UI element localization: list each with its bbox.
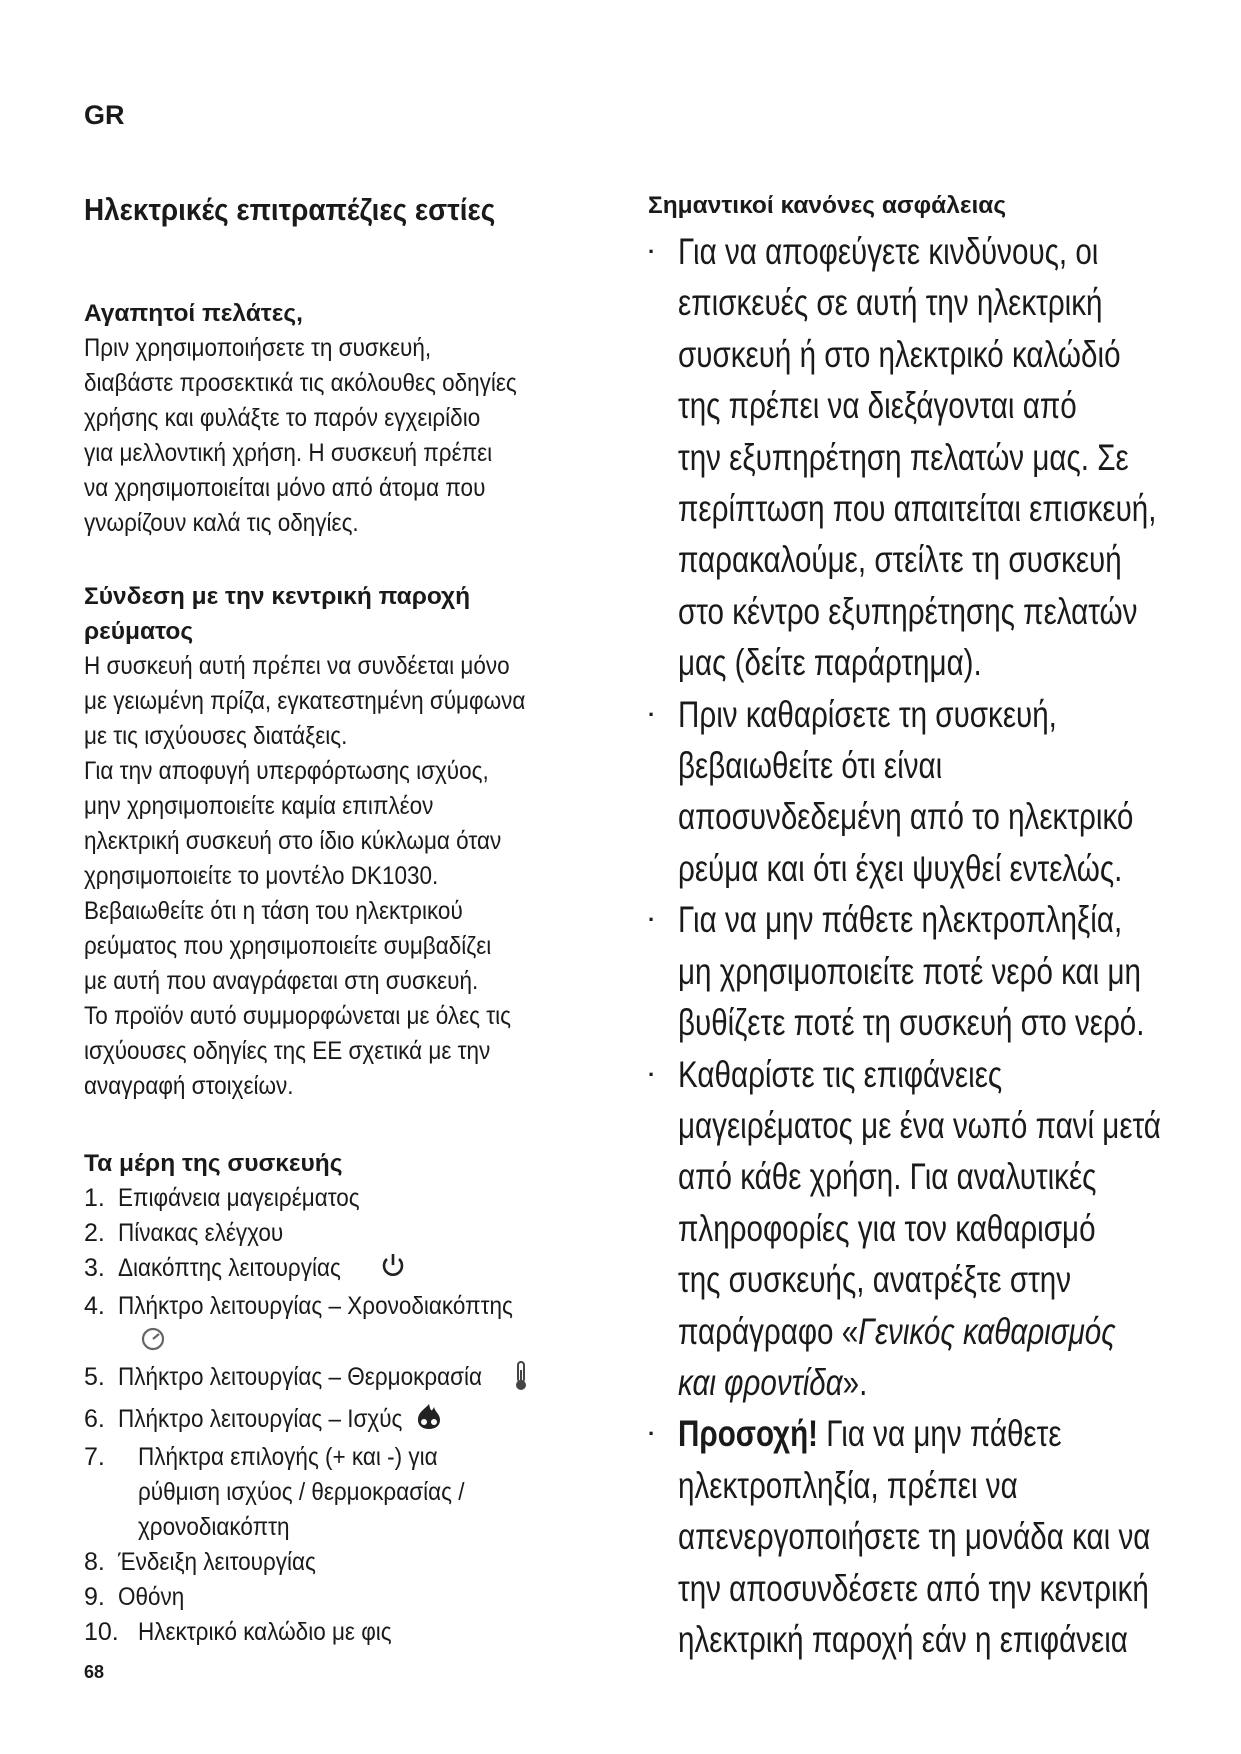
item-text: ρύθμιση ισχύος / θερμοκρασίας / <box>138 1478 465 1506</box>
safety-item <box>648 1049 1188 1409</box>
text-line: της συσκευής, ανατρέξτε στην <box>678 1259 1072 1301</box>
list-item <box>84 1402 624 1440</box>
right-column <box>648 226 1188 1665</box>
text-line: Βεβαιωθείτε ότι η τάση του ηλεκτρικού <box>84 897 463 925</box>
power-icon <box>380 1251 406 1289</box>
text-line: Καθαρίστε τις επιφάνειες <box>678 1053 1003 1095</box>
text-line: με αυτή που αναγράφεται στη συσκευή. <box>84 967 479 995</box>
item-text: χρονοδιακόπτη <box>138 1513 290 1541</box>
list-item <box>84 1615 624 1650</box>
text-line: ηλεκτρική συσκευή στο ίδιο κύκλωμα όταν <box>84 827 502 855</box>
text-line: παρακαλούμε, στείλτε τη συσκευή <box>678 539 1122 581</box>
text-line: Το προϊόν αυτό συμμορφώνεται με όλες τις <box>84 1002 511 1030</box>
item-number: 4. <box>84 1292 105 1320</box>
list-item <box>84 1545 624 1580</box>
safety-heading: Σημαντικοί κανόνες ασφάλειας <box>648 192 1007 219</box>
text-line: Για να αποφεύγετε κινδύνους, οι <box>678 231 1099 272</box>
text-line: διαβάστε προσεκτικά τις ακόλουθες οδηγίες <box>84 369 517 397</box>
text-line: Για την αποφυγή υπερφόρτωσης ισχύος, <box>84 757 489 785</box>
list-item <box>84 1440 624 1475</box>
item-number: 6. <box>84 1405 105 1433</box>
text-line: επισκευές σε αυτή την ηλεκτρική <box>678 282 1103 324</box>
parts-heading: Τα μέρη της συσκευής <box>84 1150 343 1177</box>
list-item <box>84 1181 624 1216</box>
text-line: απενεργοποιήσετε τη μονάδα και να <box>678 1516 1151 1558</box>
list-item <box>84 1360 624 1402</box>
text-line <box>678 1357 1086 1408</box>
power-level-icon <box>414 1402 444 1440</box>
item-number: 5. <box>84 1363 105 1391</box>
section-reference: και φροντίδα <box>678 1361 843 1403</box>
page-number: 68 <box>84 1662 105 1682</box>
list-item-cont <box>84 1510 624 1545</box>
item-text: Πίνακας ελέγχου <box>118 1219 284 1247</box>
text-line: συσκευή ή στο ηλεκτρικό καλώδιό <box>678 333 1121 375</box>
text-line: μην χρησιμοποιείτε καμία επιπλέον <box>84 792 434 820</box>
connection-text <box>84 649 570 1104</box>
text-line: βυθίζετε ποτέ τη συσκευή στο νερό. <box>678 1002 1145 1044</box>
list-item <box>84 1289 624 1324</box>
connection-heading: Σύνδεση με την κεντρική παροχή <box>84 583 471 610</box>
text-line: στο κέντρο εξυπηρέτησης πελατών <box>678 590 1138 632</box>
text-fragment: ». <box>842 1361 868 1403</box>
item-text: Οθόνη <box>118 1583 185 1611</box>
text-line: ρεύματος που χρησιμοποιείτε συμβαδίζει <box>84 932 492 960</box>
text-line: ισχύουσες οδηγίες της ΕΕ σχετικά με την <box>84 1037 491 1065</box>
left-column <box>84 296 624 1650</box>
item-number: 10. <box>84 1618 119 1646</box>
text-line: χρησιμοποιείτε το μοντέλο DK1030. <box>84 862 439 890</box>
text-line: για μελλοντική χρήση. Η συσκευή πρέπει <box>84 439 493 467</box>
text-line: ρεύμα και ότι έχει ψυχθεί εντελώς. <box>678 847 1123 889</box>
text-fragment: παράγραφο « <box>678 1310 859 1352</box>
connection-heading-cont: ρεύματος <box>84 618 194 645</box>
text-line: χρήσης και φυλάξτε το παρόν εγχειρίδιο <box>84 404 481 432</box>
text-line: την εξυπηρέτηση πελατών μας. Σε <box>678 436 1129 478</box>
bullet: · <box>648 701 656 727</box>
dear-customers-text <box>84 331 570 541</box>
item-text: Ένδειξη λειτουργίας <box>118 1548 316 1576</box>
text-line <box>678 1306 1116 1357</box>
safety-list <box>648 226 1188 1665</box>
text-line: να χρησιμοποιείται μόνο από άτομα που <box>84 474 486 502</box>
parts-list <box>84 1181 624 1650</box>
item-text: Επιφάνεια μαγειρέματος <box>118 1184 360 1212</box>
bullet: · <box>648 907 656 933</box>
list-item <box>84 1251 624 1289</box>
text-line: ηλεκτροπληξία, πρέπει να <box>678 1464 1018 1506</box>
safety-item <box>648 226 1188 689</box>
text-line: αναγραφή στοιχείων. <box>84 1072 294 1100</box>
text-line: Για να μην πάθετε ηλεκτροπληξία, <box>678 899 1123 941</box>
page-title: Ηλεκτρικές επιτραπέζιες εστίες <box>84 192 496 227</box>
text-line: πληροφορίες για τον καθαρισμό <box>678 1207 1096 1249</box>
section-reference: Γενικός καθαρισμός <box>858 1310 1116 1352</box>
text-line: ηλεκτρική παροχή εάν η επιφάνεια <box>678 1618 1128 1660</box>
text-fragment: Για να μην πάθετε <box>818 1413 1062 1455</box>
text-line: με τις ισχύουσες διατάξεις. <box>84 722 348 750</box>
text-line: με γειωμένη πρίζα, εγκατεστημένη σύμφωνα <box>84 687 526 715</box>
list-item <box>84 1216 624 1251</box>
text-line: Πριν καθαρίσετε τη συσκευή, <box>678 693 1057 735</box>
list-item <box>84 1580 624 1615</box>
safety-item <box>648 689 1188 895</box>
bullet: · <box>648 1421 656 1447</box>
dear-customers-heading: Αγαπητοί πελάτες, <box>84 300 303 327</box>
safety-item <box>648 894 1188 1048</box>
item-number: 7. <box>84 1443 105 1471</box>
text-line: από κάθε χρήση. Για αναλυτικές <box>678 1156 1097 1198</box>
text-line: της πρέπει να διεξάγονται από <box>678 385 1077 427</box>
text-line: Η συσκευή αυτή πρέπει να συνδέεται μόνο <box>84 652 510 680</box>
language-code: GR <box>84 100 125 130</box>
timer-icon <box>140 1326 166 1362</box>
timer-icon-row <box>84 1324 624 1360</box>
bullet: · <box>648 1061 656 1087</box>
item-text: Διακόπτης λειτουργίας <box>118 1254 341 1282</box>
item-text: Πλήκτρο λειτουργίας – Χρονοδιακόπτης <box>118 1292 513 1320</box>
text-line: γνωρίζουν καλά τις οδηγίες. <box>84 509 359 537</box>
text-line: Πριν χρησιμοποιήσετε τη συσκευή, <box>84 334 432 362</box>
item-number: 8. <box>84 1548 105 1576</box>
text-line: μας (δείτε παράρτημα). <box>678 642 982 684</box>
item-number: 9. <box>84 1583 105 1611</box>
item-text: Πλήκτρα επιλογής (+ και -) για <box>138 1443 438 1471</box>
thermometer-icon <box>513 1360 529 1402</box>
warning-label: Προσοχή! <box>678 1413 819 1455</box>
text-line: μη χρησιμοποιείτε ποτέ νερό και μη <box>678 950 1141 992</box>
text-line <box>678 1408 1086 1459</box>
text-line: περίπτωση που απαιτείται επισκευή, <box>678 488 1157 530</box>
item-text: Ηλεκτρικό καλώδιο με φις <box>138 1618 392 1646</box>
text-line: αποσυνδεδεμένη από το ηλεκτρικό <box>678 796 1134 838</box>
safety-item <box>648 1408 1188 1665</box>
item-number: 1. <box>84 1184 105 1212</box>
text-line: μαγειρέματος με ένα νωπό πανί μετά <box>678 1104 1161 1146</box>
list-item-cont <box>84 1475 624 1510</box>
bullet: · <box>648 239 656 264</box>
item-text: Πλήκτρο λειτουργίας – Θερμοκρασία <box>118 1363 483 1391</box>
text-line: την αποσυνδέσετε από την κεντρική <box>678 1567 1149 1609</box>
item-text: Πλήκτρο λειτουργίας – Ισχύς <box>118 1405 403 1433</box>
item-number: 3. <box>84 1254 105 1282</box>
text-line: βεβαιωθείτε ότι είναι <box>678 745 943 787</box>
item-number: 2. <box>84 1219 105 1247</box>
